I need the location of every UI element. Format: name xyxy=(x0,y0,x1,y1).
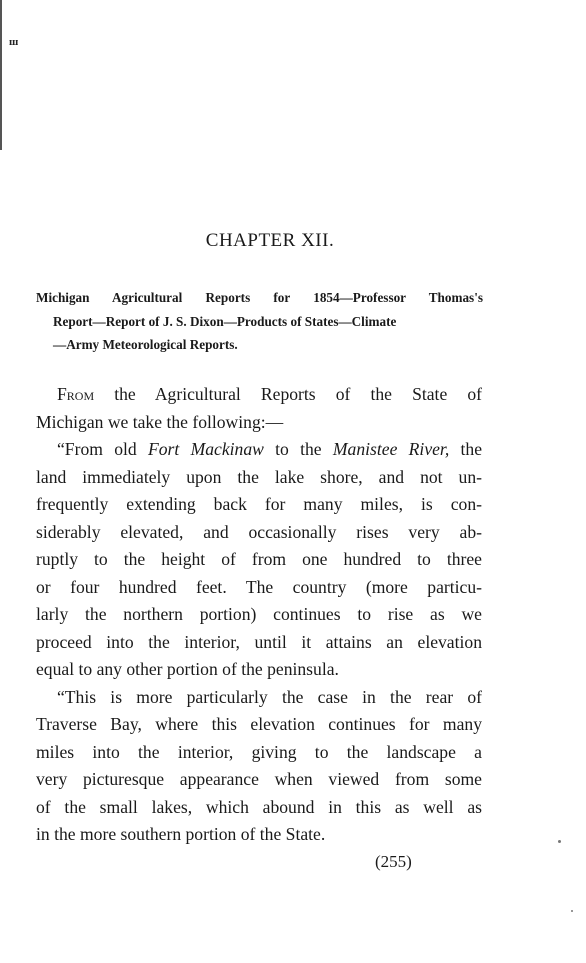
text-line: “From old Fort Mackinaw to the Manistee River, the xyxy=(57,439,483,459)
text-line: From the Agricultural Reports of the State of xyxy=(57,384,482,404)
text-line: or four hundred feet. The country (more particu- xyxy=(36,576,482,597)
scan-speck xyxy=(558,840,561,843)
scan-speck xyxy=(571,910,573,912)
summary-line: —Army Meteorological Reports. xyxy=(53,337,238,352)
summary-line: Michigan Agricultural Reports for 1854—Professor Thomas's xyxy=(36,290,483,305)
text-line: miles into the interior, giving to the landscape a xyxy=(36,741,482,762)
text-line: in the more southern portion of the State. xyxy=(36,824,326,844)
text-line: siderably elevated, and occasionally rises very ab- xyxy=(36,521,482,542)
corner-mark: ш xyxy=(9,36,19,48)
drop-word: From xyxy=(57,384,95,404)
text-line: Michigan we take the following:— xyxy=(36,411,284,432)
text-line: Traverse Bay, where this elevation continues for many xyxy=(36,714,482,734)
text-line: ruptly to the height of from one hundred to three xyxy=(36,549,482,569)
body-text xyxy=(36,381,482,849)
chapter-summary xyxy=(36,286,483,357)
text-line: of the small lakes, which abound in this as well as xyxy=(36,796,482,817)
text-line: equal to any other portion of the peninsula. xyxy=(36,659,339,679)
text-line: land immediately upon the lake shore, and not un- xyxy=(36,466,482,487)
italic-place-name: Manistee River, xyxy=(332,439,450,459)
chapter-title: CHAPTER XII. xyxy=(205,230,335,251)
italic-place-name: Fort Mackinaw xyxy=(148,439,264,459)
text-line: very picturesque appearance when viewed from some xyxy=(36,769,482,789)
page-number: (255) xyxy=(375,852,412,871)
text-line: larly the northern portion) continues to rise as we xyxy=(36,604,482,624)
text-line: proceed into the interior, until it attains an elevation xyxy=(36,631,482,652)
text-line: frequently extending back for many miles, is con- xyxy=(36,494,482,514)
page-edge-line xyxy=(0,0,2,150)
summary-line: Report—Report of J. S. Dixon—Products of States—Climate xyxy=(53,313,397,329)
text-line: “This is more particularly the case in the rear of xyxy=(57,686,482,707)
